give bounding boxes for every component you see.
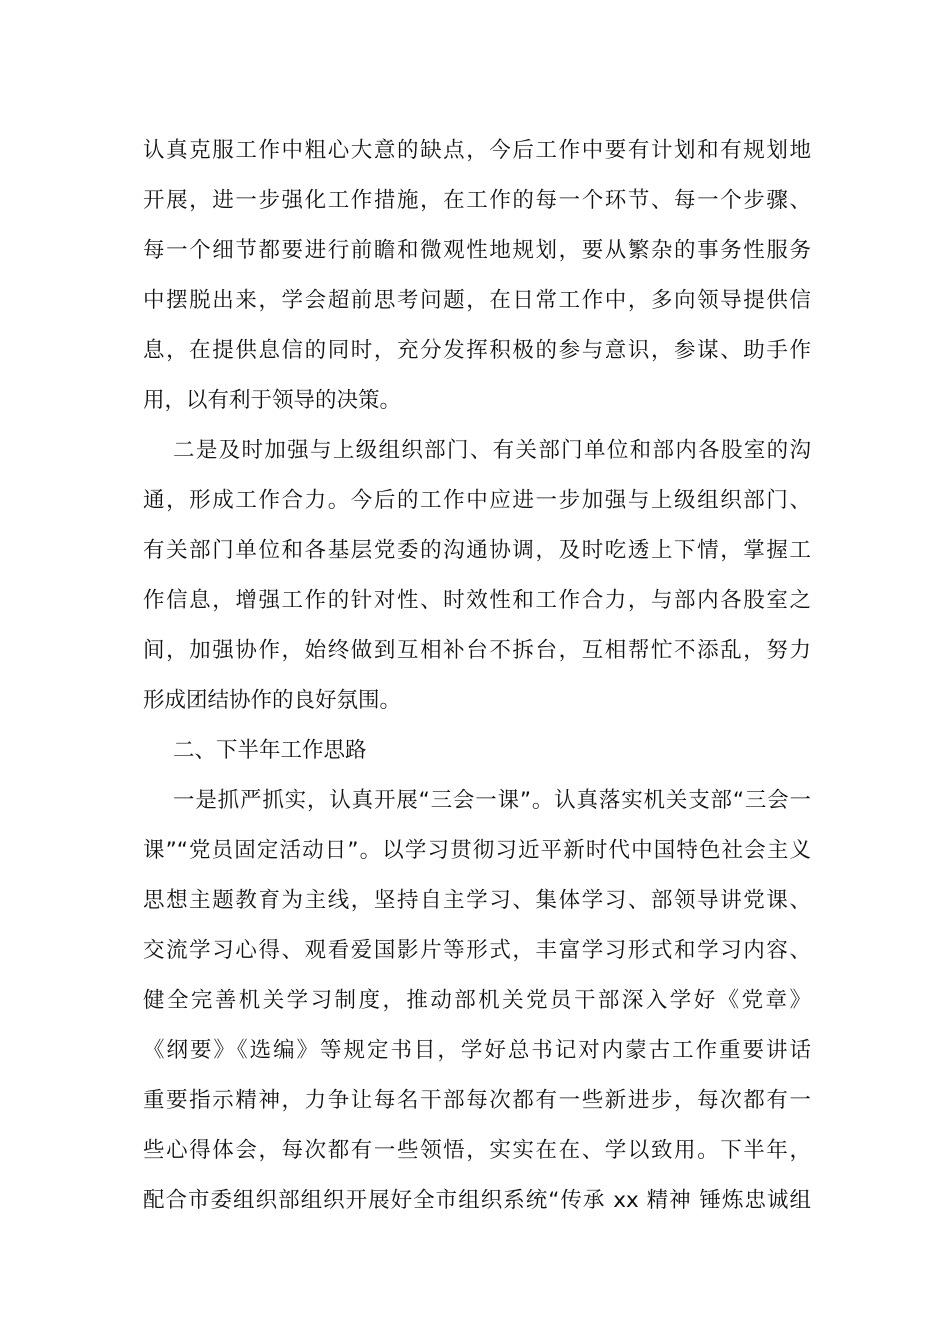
text-line: 形成团结协作的良好氛围。 bbox=[143, 688, 402, 713]
text-line: 思想主题教育为主线，坚持自主学习、集体学习、部领导讲党课、 bbox=[143, 888, 811, 913]
text-line: 健全完善机关学习制度，推动部机关党员干部深入学好《党章》 bbox=[143, 988, 811, 1013]
text-line: 用，以有利于领导的决策。 bbox=[143, 388, 402, 413]
text-line: 重要指示精神，力争让每名干部每次都有一些新进步，每次都有一 bbox=[143, 1088, 811, 1113]
document-body bbox=[143, 126, 811, 1226]
text-line: 每一个细节都要进行前瞻和微观性地规划，要从繁杂的事务性服务 bbox=[143, 238, 811, 263]
text-line: 息，在提供息信的同时，充分发挥积极的参与意识，参谋、助手作 bbox=[143, 338, 811, 363]
text-line: 有关部门单位和各基层党委的沟通协调，及时吃透上下情，掌握工 bbox=[143, 538, 811, 563]
text-line: 认真克服工作中粗心大意的缺点，今后工作中要有计划和有规划地 bbox=[143, 138, 811, 163]
text-line: 通，形成工作合力。今后的工作中应进一步加强与上级组织部门、 bbox=[143, 488, 811, 513]
text-line: 间，加强协作，始终做到互相补台不拆台，互相帮忙不添乱，努力 bbox=[143, 638, 811, 663]
text-line: 一是抓严抓实，认真开展“三会一课”。认真落实机关支部“三会一 bbox=[173, 788, 811, 813]
text-line: 《纲要》《选编》等规定书目，学好总书记对内蒙古工作重要讲话 bbox=[143, 1038, 811, 1063]
text-line: 课”“党员固定活动日”。以学习贯彻习近平新时代中国特色社会主义 bbox=[143, 838, 811, 863]
text-line: 二是及时加强与上级组织部门、有关部门单位和部内各股室的沟 bbox=[173, 438, 811, 463]
text-line: 作信息，增强工作的针对性、时效性和工作合力，与部内各股室之 bbox=[143, 588, 811, 613]
text-line: 些心得体会，每次都有一些领悟，实实在在、学以致用。下半年， bbox=[143, 1138, 811, 1163]
text-line: 二、下半年工作思路 bbox=[173, 738, 367, 763]
text-line: 中摆脱出来，学会超前思考问题，在日常工作中，多向领导提供信 bbox=[143, 288, 811, 313]
text-line: 开展，进一步强化工作措施，在工作的每一个环节、每一个步骤、 bbox=[143, 188, 811, 213]
text-line: 交流学习心得、观看爱国影片等形式，丰富学习形式和学习内容、 bbox=[143, 938, 811, 963]
text-line: 配合市委组织部组织开展好全市组织系统“传承 xx 精神 锤炼忠诚组 bbox=[143, 1188, 811, 1213]
